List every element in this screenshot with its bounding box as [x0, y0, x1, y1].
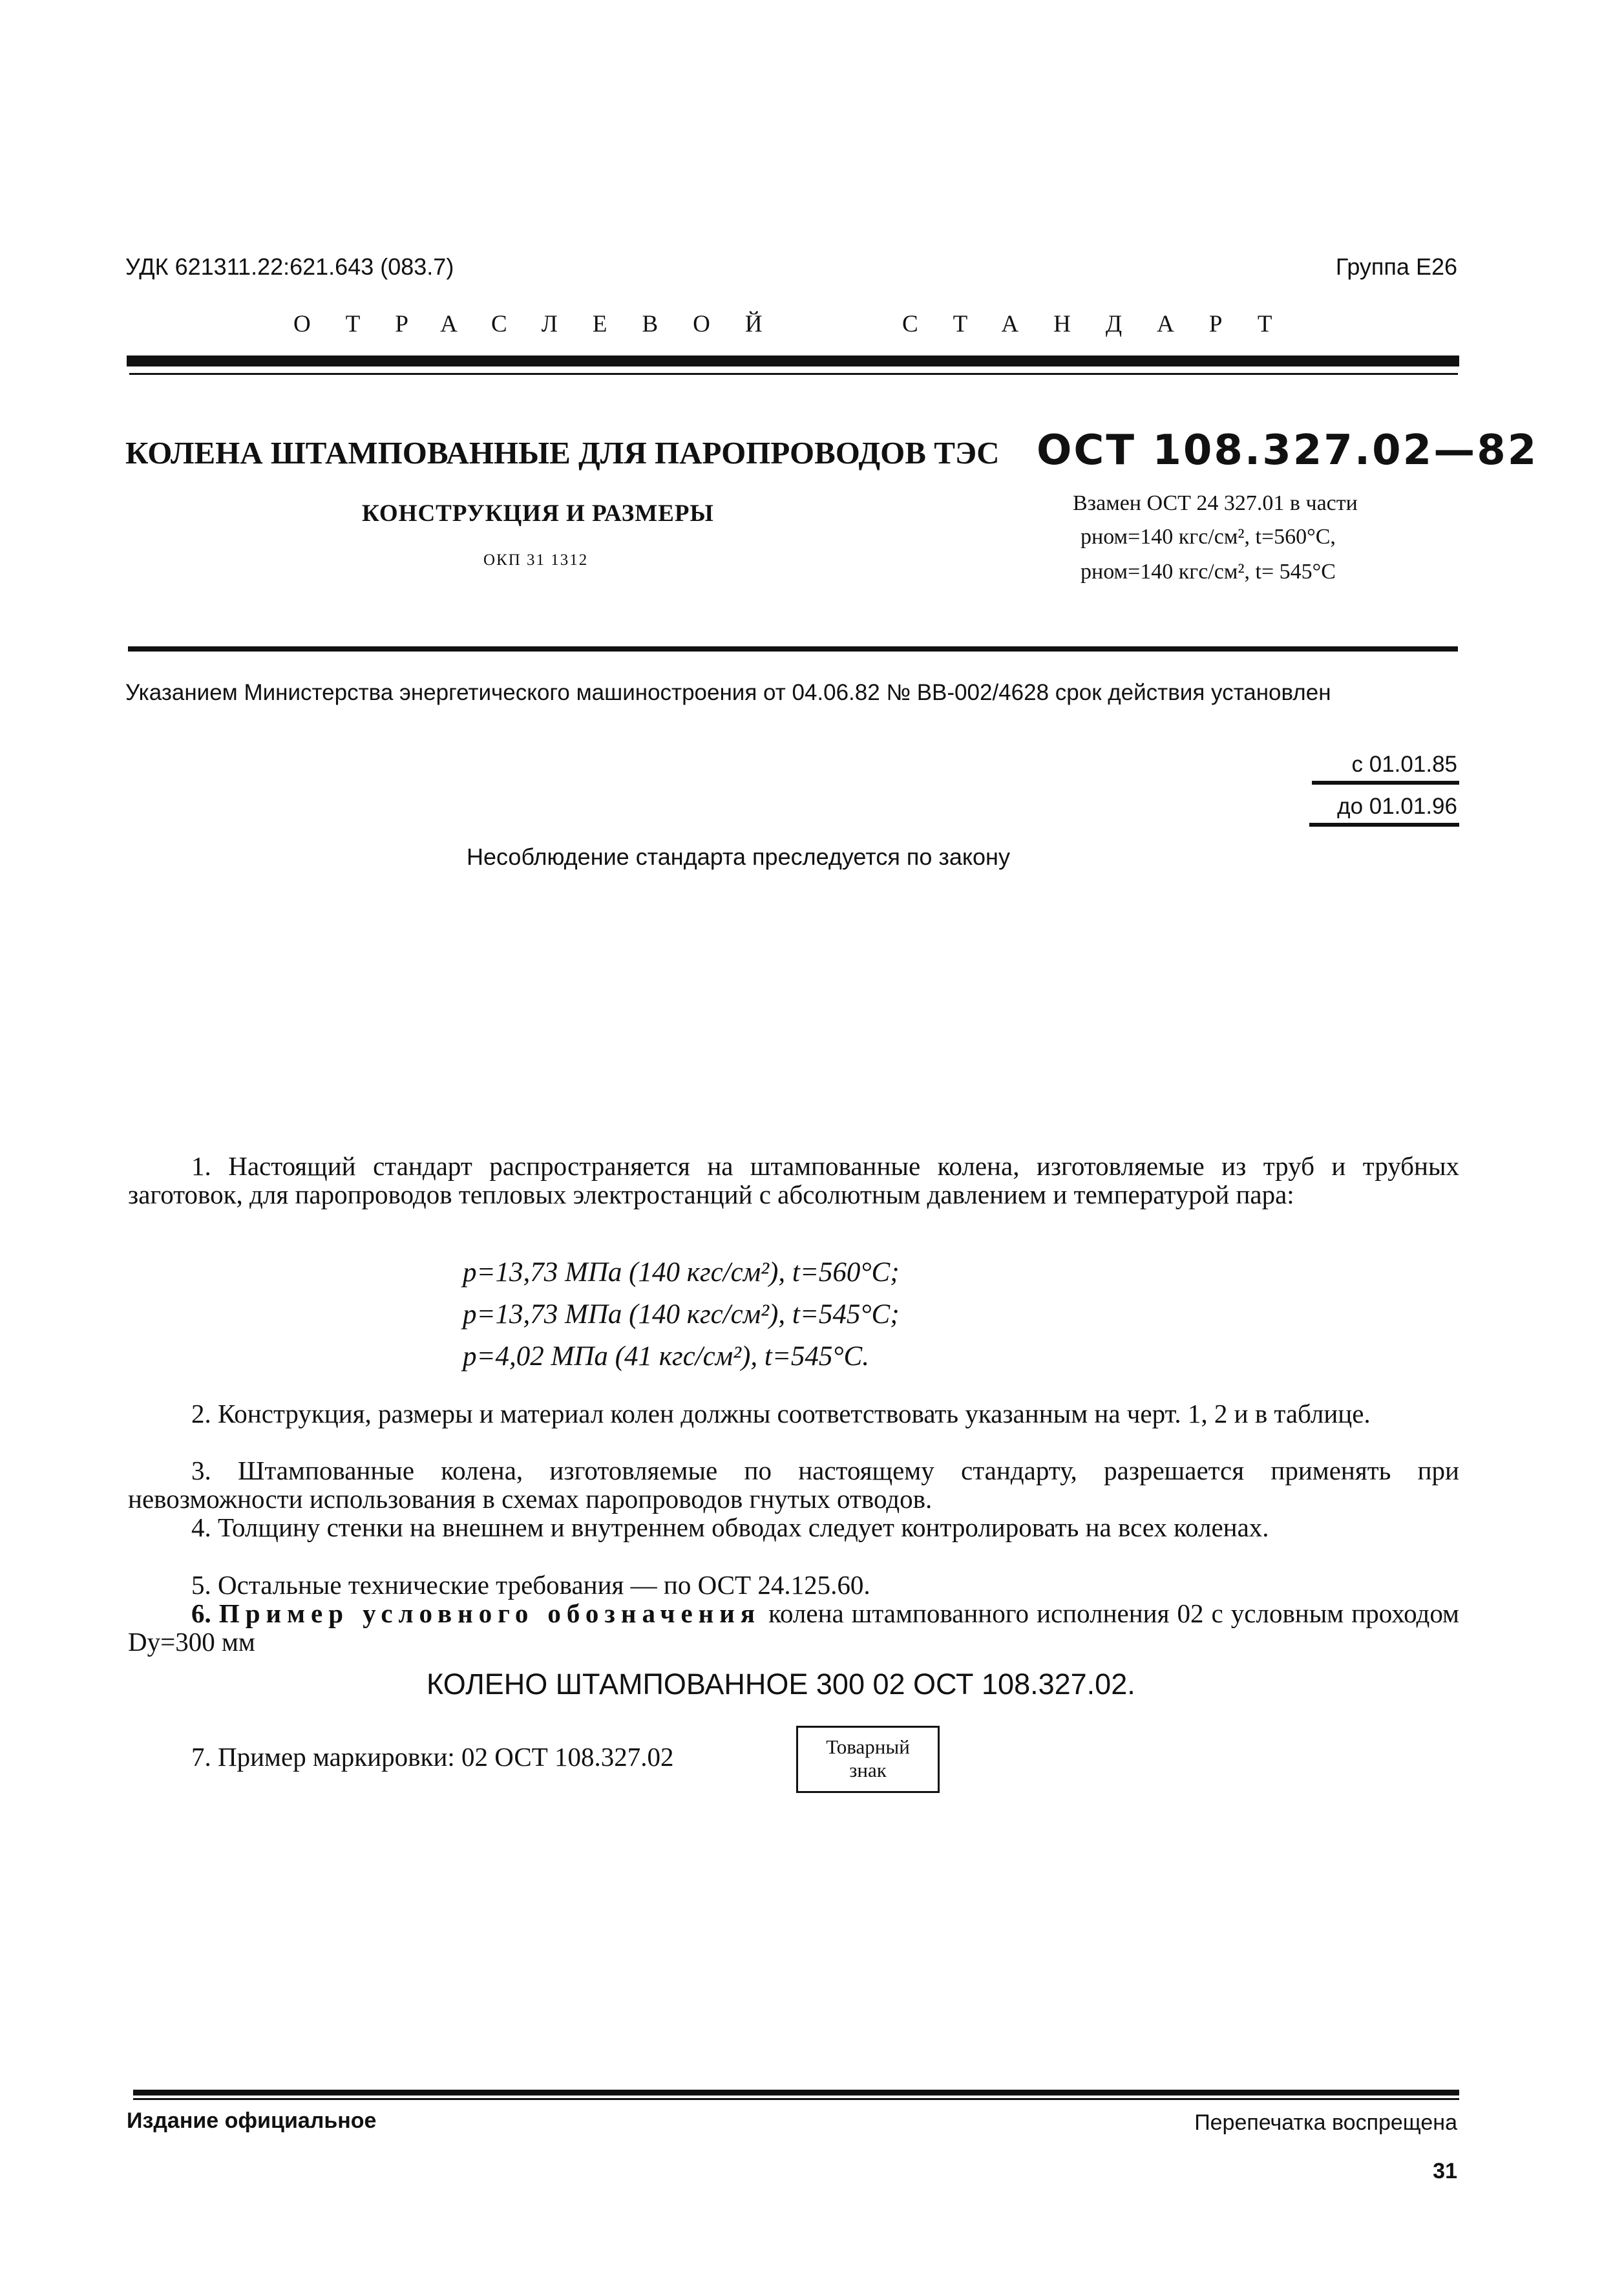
paragraph-3: 3. Штампованные колена, изготовляемые по настоящему стандарту, разрешается применять при невозможности использования в схемах паропроводов гнутых отводов.	[128, 1456, 1459, 1514]
paragraph-6-number: 6.	[191, 1598, 211, 1628]
okp-code: ОКП 31 1312	[483, 551, 589, 569]
designation-example: КОЛЕНО ШТАМПОВАННОЕ 300 02 ОСТ 108.327.02.	[427, 1668, 1135, 1701]
paragraph-6	[128, 1599, 1459, 1656]
header-rule-thin	[129, 373, 1458, 375]
trademark-line-1: Товарный	[826, 1735, 910, 1758]
validity-decree: Указанием Министерства энергетического машиностроения от 04.06.82 № ВВ-002/4628 срок действия установлен	[125, 680, 1331, 705]
legal-warning: Несоблюдение стандарта преследуется по закону	[467, 843, 1010, 870]
paragraph-5: 5. Остальные технические требования — по ОСТ 24.125.60.	[191, 1570, 870, 1600]
paragraph-1: 1. Настоящий стандарт распространяется на штампованные колена, изготовляемые из труб и трубных заготовок, для паропроводов тепловых электростанций с абсолютным давлением и температурой пара:	[128, 1151, 1459, 1209]
reprint-notice: Перепечатка воспрещена	[1194, 2110, 1457, 2135]
replaces-condition-2: pном=140 кгс/см², t= 545°C	[1081, 560, 1336, 584]
header-rule-thick	[127, 355, 1459, 366]
formula-2: p=13,73 МПа (140 кгс/см²), t=545°C;	[463, 1299, 900, 1330]
paragraph-6-text: колена штампованного исполнения 02 с условным проходом Dy=300 мм	[128, 1598, 1459, 1657]
paragraph-7: 7. Пример маркировки: 02 ОСТ 108.327.02	[191, 1742, 674, 1772]
page-number: 31	[1433, 2159, 1457, 2183]
footer-rule-thick	[133, 2090, 1459, 2095]
group-code: Группа Е26	[1335, 253, 1457, 280]
trademark-line-2: знак	[849, 1759, 887, 1781]
valid-to-underline	[1309, 823, 1459, 827]
valid-from-underline	[1312, 781, 1459, 785]
ost-number: ОСТ 108.327.02—82	[1037, 427, 1539, 474]
document-title: КОЛЕНА ШТАМПОВАННЫЕ ДЛЯ ПАРОПРОВОДОВ ТЭС	[125, 435, 1000, 471]
official-edition: Издание официальное	[127, 2108, 377, 2133]
paragraph-6-spaced-heading: Пример условного обозначения	[218, 1598, 761, 1628]
paragraph-4: 4. Толщину стенки на внешнем и внутреннем обводах следует контролировать на всех коленах.	[191, 1512, 1269, 1542]
formula-1: p=13,73 МПа (140 кгс/см²), t=560°C;	[463, 1257, 900, 1288]
document-subtitle: КОНСТРУКЦИЯ И РАЗМЕРЫ	[362, 500, 714, 527]
standard-type-part1: ОТРАСЛЕВОЙ	[293, 311, 797, 337]
valid-from-date: с 01.01.85	[1351, 752, 1457, 777]
trademark-box	[796, 1726, 940, 1793]
paragraph-2: 2. Конструкция, размеры и материал колен должны соответствовать указанным на черт. 1, 2 и в таблице.	[191, 1399, 1371, 1428]
formula-3: p=4,02 МПа (41 кгс/см²), t=545°C.	[463, 1341, 869, 1372]
replaces-standard: Взамен ОСТ 24 327.01 в части	[1073, 491, 1358, 515]
footer-rule-thin	[133, 2098, 1459, 2100]
udk-code: УДК 621311.22:621.643 (083.7)	[125, 253, 454, 280]
title-block-rule	[128, 646, 1458, 652]
replaces-condition-1: pном=140 кгс/см², t=560°C,	[1081, 525, 1336, 549]
valid-to-date: до 01.01.96	[1337, 794, 1457, 819]
standard-type-part2: СТАНДАРТ	[902, 311, 1307, 337]
